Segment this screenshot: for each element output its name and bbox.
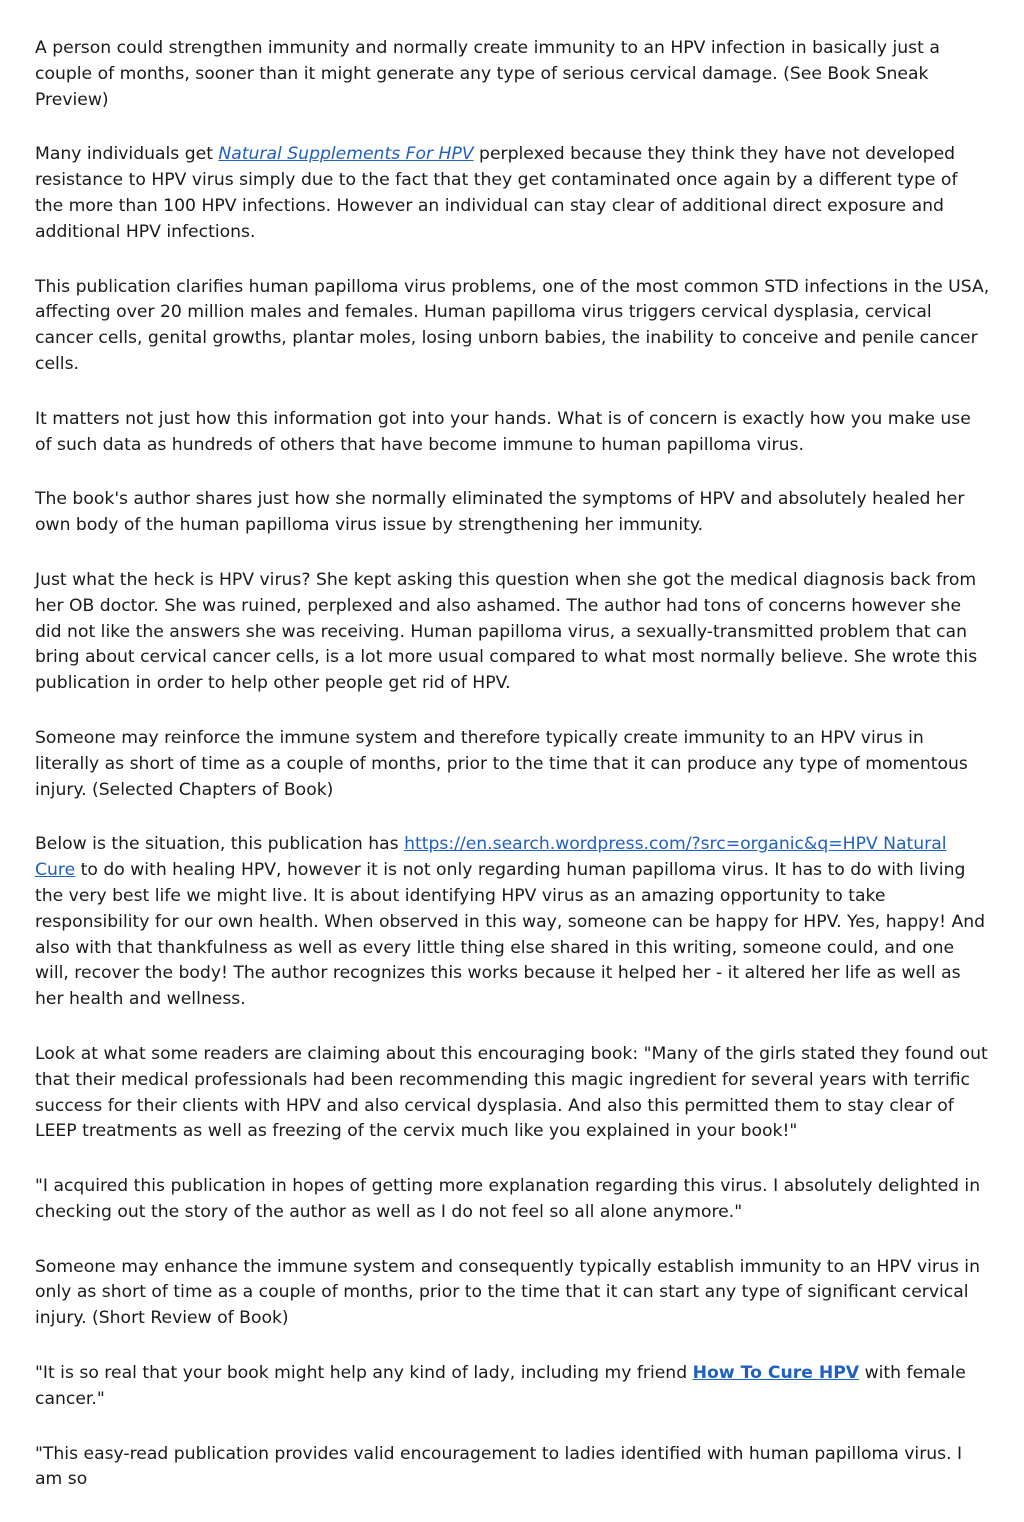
document-page	[35, 36, 990, 1522]
paragraph-11: Someone may enhance the immune system and consequently typically establish immunity to an HPV virus in only as short of time as a couple of months, prior to the time that it can start any type of significant cervical injury. (Short Review of Book)	[35, 1256, 980, 1329]
paragraph-12-after: with female cancer."	[35, 1363, 966, 1409]
natural-supplements-link[interactable]: Natural Supplements For HPV	[218, 144, 474, 165]
paragraph-9: Look at what some readers are claiming about this encouraging book: "Many of the girls stated they found out that their medical professionals had been recommending this magic ingredient for several years with terrific success for their clients with HPV and also cervical dysplasia. And also this permitted them to stay clear of LEEP treatments as well as freezing of the cervix much like you explained in your book!"	[35, 1043, 988, 1142]
paragraph-13: "This easy-read publication provides valid encouragement to ladies identified with human papilloma virus. I am so	[35, 1443, 963, 1490]
paragraph-3: This publication clarifies human papilloma virus problems, one of the most common STD infections in the USA, affecting over 20 million males and females. Human papilloma virus triggers cervical dysplasia, cervical cancer cells, genital growths, plantar moles, losing unborn babies, the inability to conceive and penile cancer cells.	[35, 276, 990, 374]
paragraph-8-before: Below is the situation, this publication has	[35, 834, 405, 855]
paragraph-5: The book's author shares just how she normally eliminated the symptoms of HPV and absolutely healed her own body of the human papilloma virus issue by strengthening her immunity.	[35, 489, 965, 536]
paragraph-12-before: "It is so real that your book might help any kind of lady, including my friend	[35, 1363, 693, 1384]
paragraph-7: Someone may reinforce the immune system and therefore typically create immunity to an HPV virus in literally as short of time as a couple of months, prior to the time that it can produce any type of momentous injury. (Selected Chapters of Book)	[35, 727, 968, 800]
paragraph-2-before: Many individuals get	[35, 144, 219, 165]
paragraph-8-after: to do with healing HPV, however it is not only regarding human papilloma virus. It has to do with living the very best life we might live. It is about identifying HPV virus as an amazing opportunity to take responsibility for our own health. When observed in this way, someone can be happy for HPV. Yes, happy! And also with that thankfulness as well as every little thing else shared in this writing, someone could, and one will, recover the body! The author recognizes this works because it helped her - it altered her life as well as her health and wellness.	[35, 860, 986, 1010]
paragraph-8	[35, 832, 990, 1013]
paragraph-4: It matters not just how this information got into your hands. What is of concern is exactly how you make use of such data as hundreds of others that have become immune to human papilloma virus.	[35, 408, 971, 455]
wordpress-search-link[interactable]: https://en.search.wordpress.com/?src=organic&q=HPV Natural Cure	[35, 834, 947, 881]
paragraph-6: Just what the heck is HPV virus? She kept asking this question when she got the medical diagnosis back from her OB doctor. She was ruined, perplexed and also ashamed. The author had tons of concerns however she did not like the answers she was receiving. Human papilloma virus, a sexually-transmitted problem that can bring about cervical cancer cells, is a lot more usual compared to what most normally believe. She wrote this publication in order to help other people get rid of HPV.	[35, 569, 978, 694]
paragraph-2-after: perplexed because they think they have not developed resistance to HPV virus simply due to the fact that they get contaminated once again by a different type of the more than 100 HPV infections. However an individual can stay clear of additional direct exposure and additional HPV infections.	[35, 144, 958, 242]
paragraph-10: "I acquired this publication in hopes of getting more explanation regarding this virus. I absolutely delighted in checking out the story of the author as well as I do not feel so all alone anymore."	[35, 1176, 981, 1222]
how-to-cure-hpv-link[interactable]: How To Cure HPV	[692, 1363, 860, 1384]
paragraph-2	[35, 142, 990, 245]
paragraph-1: A person could strengthen immunity and normally create immunity to an HPV infection in basically just a couple of months, sooner than it might generate any type of serious cervical damage. (See Book Sneak Preview)	[35, 38, 940, 110]
paragraph-12	[35, 1361, 990, 1413]
